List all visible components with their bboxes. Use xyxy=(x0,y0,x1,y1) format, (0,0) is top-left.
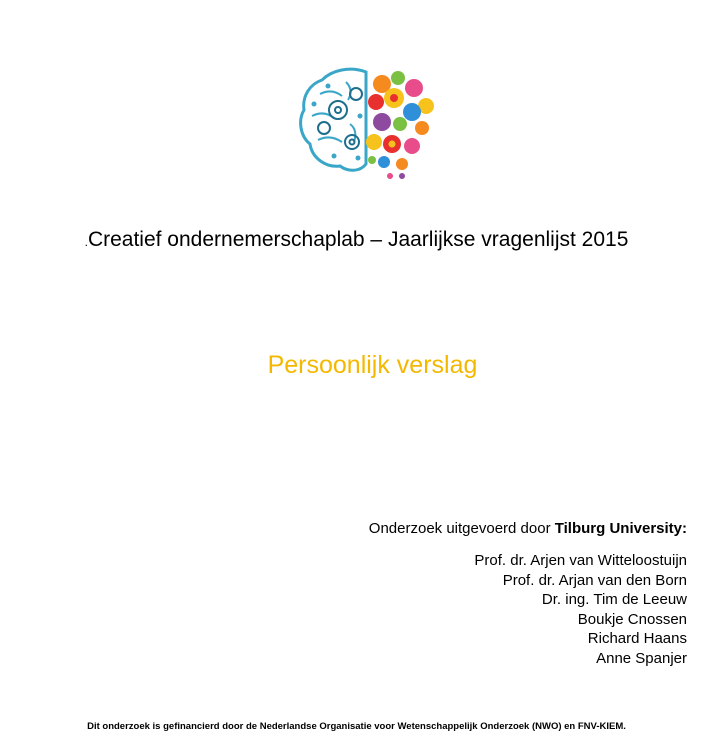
author-name: Dr. ing. Tim de Leeuw xyxy=(541,591,687,608)
report-subtitle xyxy=(0,349,713,381)
brain-gears-and-flowers-icon xyxy=(298,64,438,182)
subtitle-text: Persoonlijk verslag xyxy=(267,351,478,379)
author-name: Richard Haans xyxy=(587,630,687,647)
author-name: Prof. dr. Arjan van den Born xyxy=(502,571,687,589)
institution-name: Tilburg University: xyxy=(554,520,687,537)
credits-intro xyxy=(369,519,687,539)
author-list xyxy=(369,551,687,668)
author-name: Boukje Cnossen xyxy=(577,610,687,628)
report-title xyxy=(0,226,713,256)
credits-block xyxy=(369,519,687,668)
brain-logo xyxy=(298,64,438,182)
author-name: Prof. dr. Arjen van Witteloostuijn xyxy=(474,552,687,569)
credits-intro-text: Onderzoek uitgevoerd door xyxy=(368,520,555,537)
funding-footer: Dit onderzoek is gefinancierd door de Nederlandse Organisatie voor Wetenschappelijk Onderzoek (NWO) en FNV-KIEM. xyxy=(87,721,626,732)
title-text: Creatief ondernemerschaplab – Jaarlijkse vragenlijst 2015 xyxy=(87,228,629,251)
title-prefix: . xyxy=(84,235,88,249)
author-name: Anne Spanjer xyxy=(596,649,687,667)
